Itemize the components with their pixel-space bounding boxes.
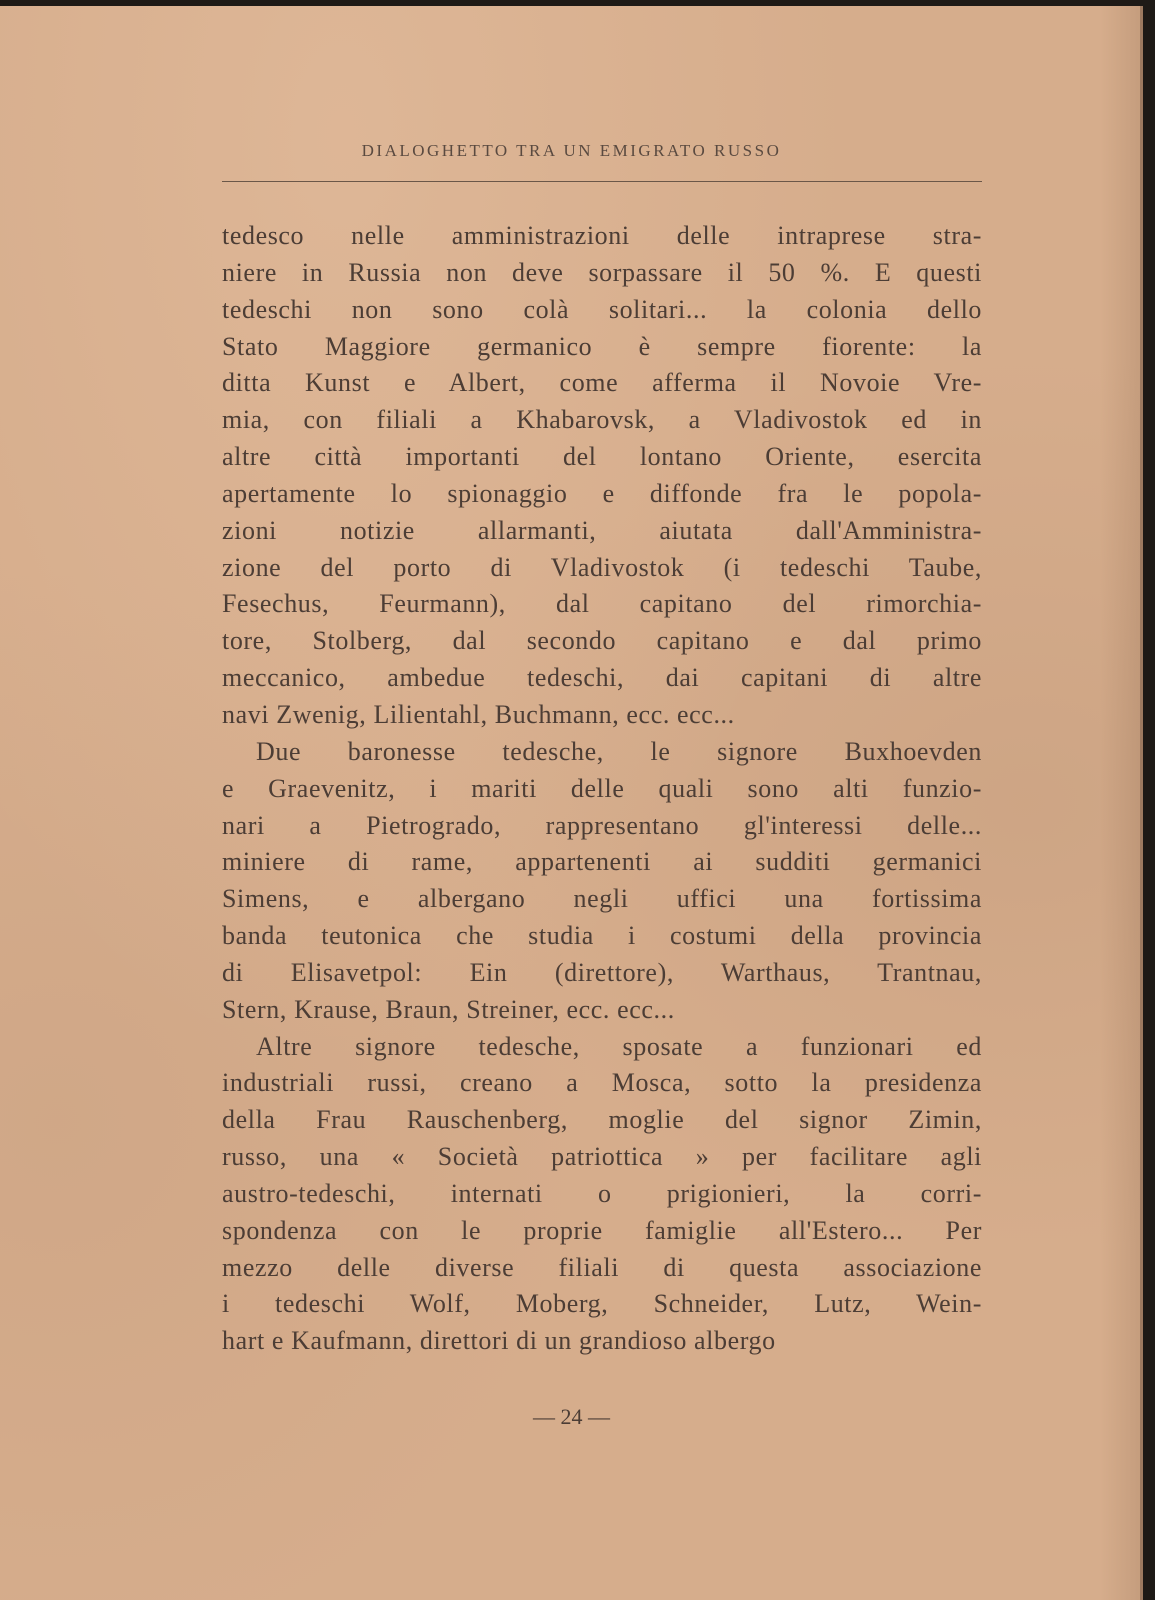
text-line: industriali russi, creano a Mosca, sotto la presidenza bbox=[222, 1068, 982, 1098]
paragraph bbox=[222, 218, 982, 734]
text-line: meccanico, ambedue tedeschi, dai capitani di altre bbox=[222, 663, 982, 693]
header-rule bbox=[222, 181, 982, 182]
text-line: navi Zwenig, Lilientahl, Buchmann, ecc. ecc... bbox=[222, 699, 735, 729]
text-line: e Graevenitz, i mariti delle quali sono alti funzio- bbox=[222, 773, 982, 803]
text-line: altre città importanti del lontano Oriente, esercita bbox=[222, 442, 982, 472]
book-page bbox=[0, 6, 1143, 1600]
text-line: mezzo delle diverse filiali di questa associazione bbox=[222, 1252, 982, 1282]
text-line: niere in Russia non deve sorpassare il 50 %. E questi bbox=[222, 257, 982, 287]
text-line: mia, con filiali a Khabarovsk, a Vladivostok ed in bbox=[222, 405, 982, 435]
page-edge-shadow bbox=[1100, 6, 1140, 1600]
text-line: austro-tedeschi, internati o prigionieri, la corri- bbox=[222, 1178, 982, 1208]
text-line: della Frau Rauschenberg, moglie del signor Zimin, bbox=[222, 1105, 982, 1135]
text-line: russo, una « Società patriottica » per facilitare agli bbox=[222, 1142, 982, 1172]
text-line: Stern, Krause, Braun, Streiner, ecc. ecc... bbox=[222, 994, 675, 1024]
paragraph bbox=[222, 734, 982, 1029]
text-line: Due baronesse tedesche, le signore Buxhoevden bbox=[256, 736, 982, 766]
text-line: zioni notizie allarmanti, aiutata dall'Amministra- bbox=[222, 515, 982, 545]
text-line: tore, Stolberg, dal secondo capitano e dal primo bbox=[222, 626, 982, 656]
text-line: miniere di rame, appartenenti ai sudditi germanici bbox=[222, 847, 982, 877]
text-line: Stato Maggiore germanico è sempre fiorente: la bbox=[222, 331, 982, 361]
running-head: DIALOGHETTO TRA UN EMIGRATO RUSSO bbox=[361, 141, 782, 160]
text-line: Simens, e albergano negli uffici una fortissima bbox=[222, 884, 982, 914]
text-line: banda teutonica che studia i costumi della provincia bbox=[222, 921, 982, 951]
text-line: Fesechus, Feurmann), dal capitano del rimorchia- bbox=[222, 589, 982, 619]
text-line: Altre signore tedesche, sposate a funzionari ed bbox=[256, 1031, 982, 1061]
text-line: tedeschi non sono colà solitari... la colonia dello bbox=[222, 294, 982, 324]
text-line: spondenza con le proprie famiglie all'Estero... Per bbox=[222, 1215, 982, 1245]
text-line: ditta Kunst e Albert, come afferma il Novoie Vre- bbox=[222, 368, 982, 398]
text-line: zione del porto di Vladivostok (i tedeschi Taube, bbox=[222, 552, 982, 582]
body-text bbox=[222, 218, 982, 1360]
text-line: tedesco nelle amministrazioni delle intraprese stra- bbox=[222, 221, 982, 250]
page-number: — 24 — bbox=[533, 1404, 610, 1429]
text-line: hart e Kaufmann, direttori di un grandioso albergo bbox=[222, 1326, 776, 1356]
text-line: apertamente lo spionaggio e diffonde fra le popola- bbox=[222, 478, 982, 508]
paragraph bbox=[222, 1029, 982, 1361]
text-line: nari a Pietrogrado, rappresentano gl'interessi delle... bbox=[222, 810, 982, 840]
text-line: di Elisavetpol: Ein (direttore), Warthaus, Trantnau, bbox=[222, 957, 982, 987]
text-line: i tedeschi Wolf, Moberg, Schneider, Lutz, Wein- bbox=[222, 1289, 982, 1319]
